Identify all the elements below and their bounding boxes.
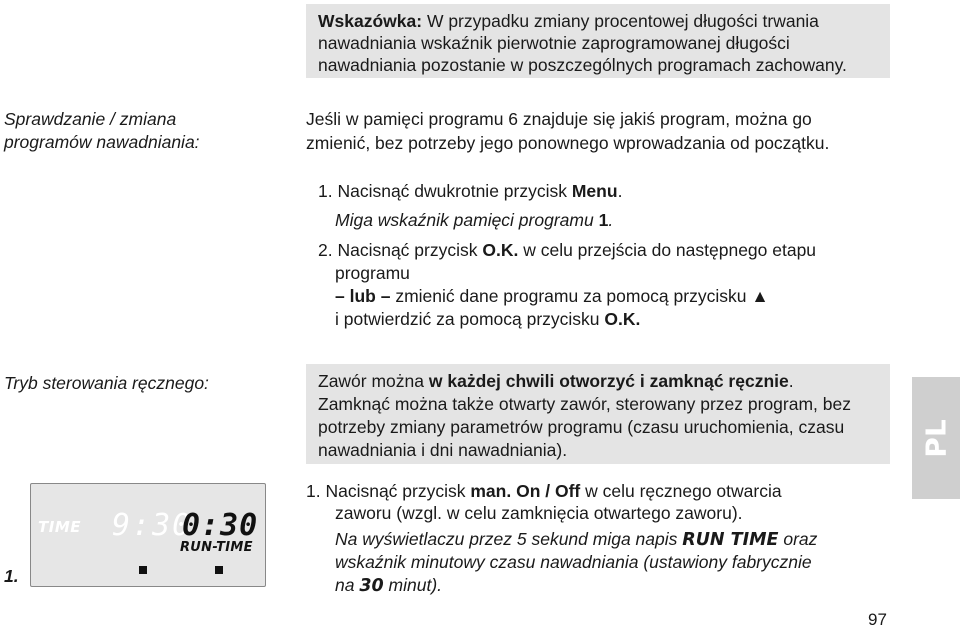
manual-section-label: Tryb sterowania ręcznego: [4,373,209,393]
check-section-label: Sprawdzanie / zmiana programów nawadniania: [4,109,200,152]
lcd-clock: 9:30 [112,508,193,543]
lcd-indicator-square [139,566,147,574]
check-step1: 1. Nacisnąć dwukrotnie przycisk Menu. [318,181,623,201]
manual-step1-note: Na wyświetlaczu przez 5 sekund miga napis RUN TIME oraz [335,529,818,550]
lcd-runtime-label: RUN-TIME [180,540,253,555]
tip-body: W przypadku zmiany procentowej długości trwania nawadniania wskaźnik pierwotnie zaprogramowanej długości nawadniania pozostanie w poszczególnych programach zachowany. [318,11,847,75]
manual-step1-line2: zaworu (wzgl. w celu zamknięcia otwartego zaworu). [335,503,743,523]
check-step1-note: Miga wskaźnik pamięci programu 1. [335,210,614,230]
tip-text [318,10,884,76]
check-step2-confirm: i potwierdzić za pomocą przycisku O.K. [335,309,641,329]
manual-box-text: Zawór można w każdej chwili otworzyć i zamknąć ręcznie. Zamknąć można także otwarty zawór, sterowany przez program, bez potrzeby zmiany parametrów programu (czasu uruchomienia, czasu nawadniania i dni nawadniania). [318,371,851,460]
check-step2-line2: programu [335,263,410,283]
lcd-indicator-square [215,566,223,574]
check-step2-or: – lub – zmienić dane programu za pomocą przycisku ▲ [335,286,769,306]
check-step2: 2. Nacisnąć przycisk O.K. w celu przejścia do następnego etapu [318,240,817,260]
lcd-runtime-value: 0:30 [182,508,259,543]
language-tab-label: PL [919,418,953,458]
check-intro: Jeśli w pamięci programu 6 znajduje się jakiś program, można go zmienić, bez potrzeby jego ponownego wprowadzania od początku. [306,109,830,153]
page-number: 97 [868,610,887,629]
manual-step1: 1. Nacisnąć przycisk man. On / Off w celu ręcznego otwarcia [306,481,782,501]
lcd-time-label: TIME [38,518,81,536]
manual-step1-note-line2: wskaźnik minutowy czasu nawadniania (ustawiony fabrycznie [335,552,812,572]
step-marker: 1. [4,566,19,586]
manual-step1-note-line3: na 30 minut). [335,575,443,596]
tip-label: Wskazówka: [318,11,423,31]
